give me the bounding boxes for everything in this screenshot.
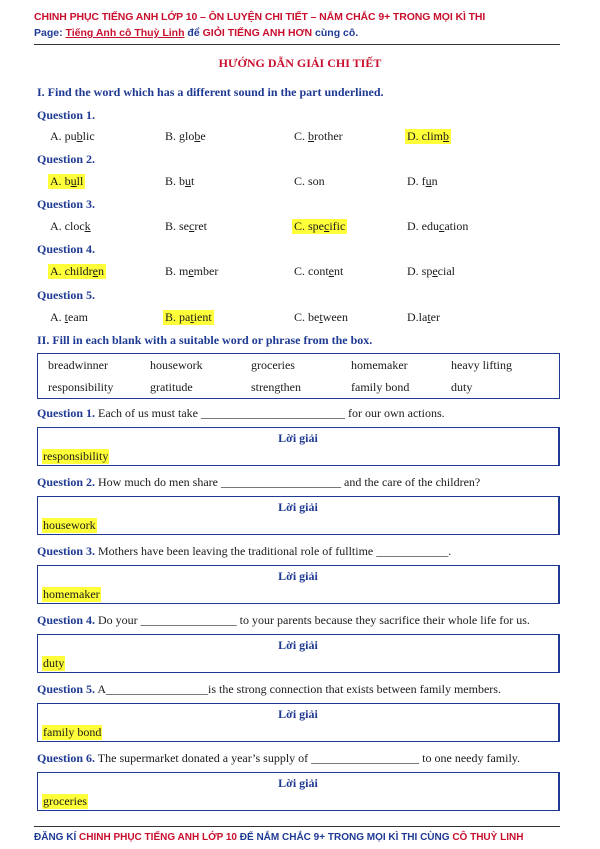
word-box: [37, 353, 560, 399]
header-title: CHINH PHỤC TIẾNG ANH LỚP 10 – ÔN LUYỆN CHI TIẾT – NẮM CHẮC 9+ TRONG MỌI KÌ THI: [34, 11, 486, 23]
s2-question-2: Question 2. How much do men share ____________________ and the care of the children?: [37, 475, 481, 489]
s1-q3-option-c-answer: C. specific: [294, 219, 346, 233]
s1-q5-option-a: A. team: [50, 310, 89, 324]
s1-question-5: Question 5.: [37, 288, 96, 302]
word-box-item: responsibility: [48, 380, 114, 394]
s1-q2-option-a-answer: A. bull: [50, 174, 84, 188]
answer-text: groceries: [43, 794, 87, 808]
s1-question-1: Question 1.: [37, 108, 96, 122]
answer-text: responsibility: [43, 449, 109, 463]
word-box-item: strengthen: [251, 380, 301, 394]
word-box-item: family bond: [351, 380, 410, 394]
page-label: Page:: [34, 27, 66, 39]
s2-question-3: Question 3. Mothers have been leaving the traditional role of fulltime ____________.: [37, 544, 452, 558]
s1-q5-option-d: D.later: [407, 310, 440, 324]
word-box-item: gratitude: [150, 380, 193, 394]
answer-text: duty: [43, 656, 65, 670]
s2-solution-box-5: [37, 703, 560, 742]
word-box-item: groceries: [251, 358, 295, 372]
page-end: cùng cô.: [312, 27, 359, 39]
header-divider: [34, 44, 560, 45]
s1-q4-option-a-answer: A. children: [50, 264, 104, 278]
s1-q2-option-d: D. fun: [407, 174, 438, 188]
s2-solution-box-1: [37, 427, 560, 466]
answer-text: family bond: [43, 725, 102, 739]
s1-q3-option-b: B. secret: [165, 219, 207, 233]
footer-divider: [34, 826, 560, 827]
s2-question-5: Question 5. A_________________is the strong connection that exists between family members.: [37, 682, 501, 696]
s1-q1-option-c: C. brother: [294, 129, 343, 143]
s1-q4-option-c: C. content: [294, 264, 344, 278]
s1-q4-option-d: D. special: [407, 264, 455, 278]
word-box-item: housework: [150, 358, 203, 372]
s2-solution-box-4: [37, 634, 560, 673]
s2-question-6: Question 6. The supermarket donated a year’s supply of __________________ to one needy family.: [37, 751, 521, 765]
s1-q1-option-b: B. globe: [165, 129, 206, 143]
solution-label: Lời giải: [278, 638, 318, 652]
section-2-heading: II. Fill in each blank with a suitable word or phrase from the box.: [37, 333, 373, 347]
word-box-item: homemaker: [351, 358, 408, 372]
s1-q5-option-c: C. between: [294, 310, 349, 324]
s2-question-4: Question 4. Do your ________________ to your parents because they sacrifice their whole life for us.: [37, 613, 530, 627]
s1-question-2: Question 2.: [37, 152, 96, 166]
solution-label: Lời giải: [278, 776, 318, 790]
s1-question-3: Question 3.: [37, 197, 96, 211]
s1-q1-option-a: A. public: [50, 129, 95, 143]
s1-q2-option-c: C. son: [294, 174, 325, 188]
s1-q2-option-b: B. but: [165, 174, 195, 188]
header-page-line: [34, 27, 358, 39]
word-box-item: breadwinner: [48, 358, 108, 372]
s1-q5-option-b-answer: B. patient: [165, 310, 212, 324]
footer-banner: ĐĂNG KÍ CHINH PHỤC TIẾNG ANH LỚP 10 ĐỂ NẮM CHẮC 9+ TRONG MỌI KÌ THI CÙNG CÔ THUỲ LINH: [34, 832, 524, 843]
s2-solution-box-6: [37, 772, 560, 811]
answer-text: homemaker: [43, 587, 100, 601]
section-1-heading: I. Find the word which has a different sound in the part underlined.: [37, 85, 384, 99]
word-box-item: duty: [451, 380, 473, 394]
solution-label: Lời giải: [278, 569, 318, 583]
page-mid: để: [184, 27, 203, 39]
s2-solution-box-3: [37, 565, 560, 604]
solution-label: Lời giải: [278, 431, 318, 445]
page-title: HƯỚNG DẪN GIẢI CHI TIẾT: [218, 56, 382, 70]
s2-question-1: Question 1. Each of us must take ________________________ for our own actions.: [37, 406, 445, 420]
s1-q4-option-b: B. member: [165, 264, 219, 278]
page-link[interactable]: Tiếng Anh cô Thuỳ Linh: [65, 27, 185, 39]
answer-text: housework: [43, 518, 96, 532]
s1-q1-option-d-answer: D. climb: [407, 129, 449, 143]
solution-label: Lời giải: [278, 707, 318, 721]
s1-question-4: Question 4.: [37, 242, 96, 256]
s2-solution-box-2: [37, 496, 560, 535]
s1-q3-option-a: A. clock: [50, 219, 91, 233]
word-box-item: heavy lifting: [451, 358, 512, 372]
s1-q3-option-d: D. education: [407, 219, 469, 233]
solution-label: Lời giải: [278, 500, 318, 514]
page-tail: GIỎI TIẾNG ANH HƠN: [202, 27, 313, 39]
